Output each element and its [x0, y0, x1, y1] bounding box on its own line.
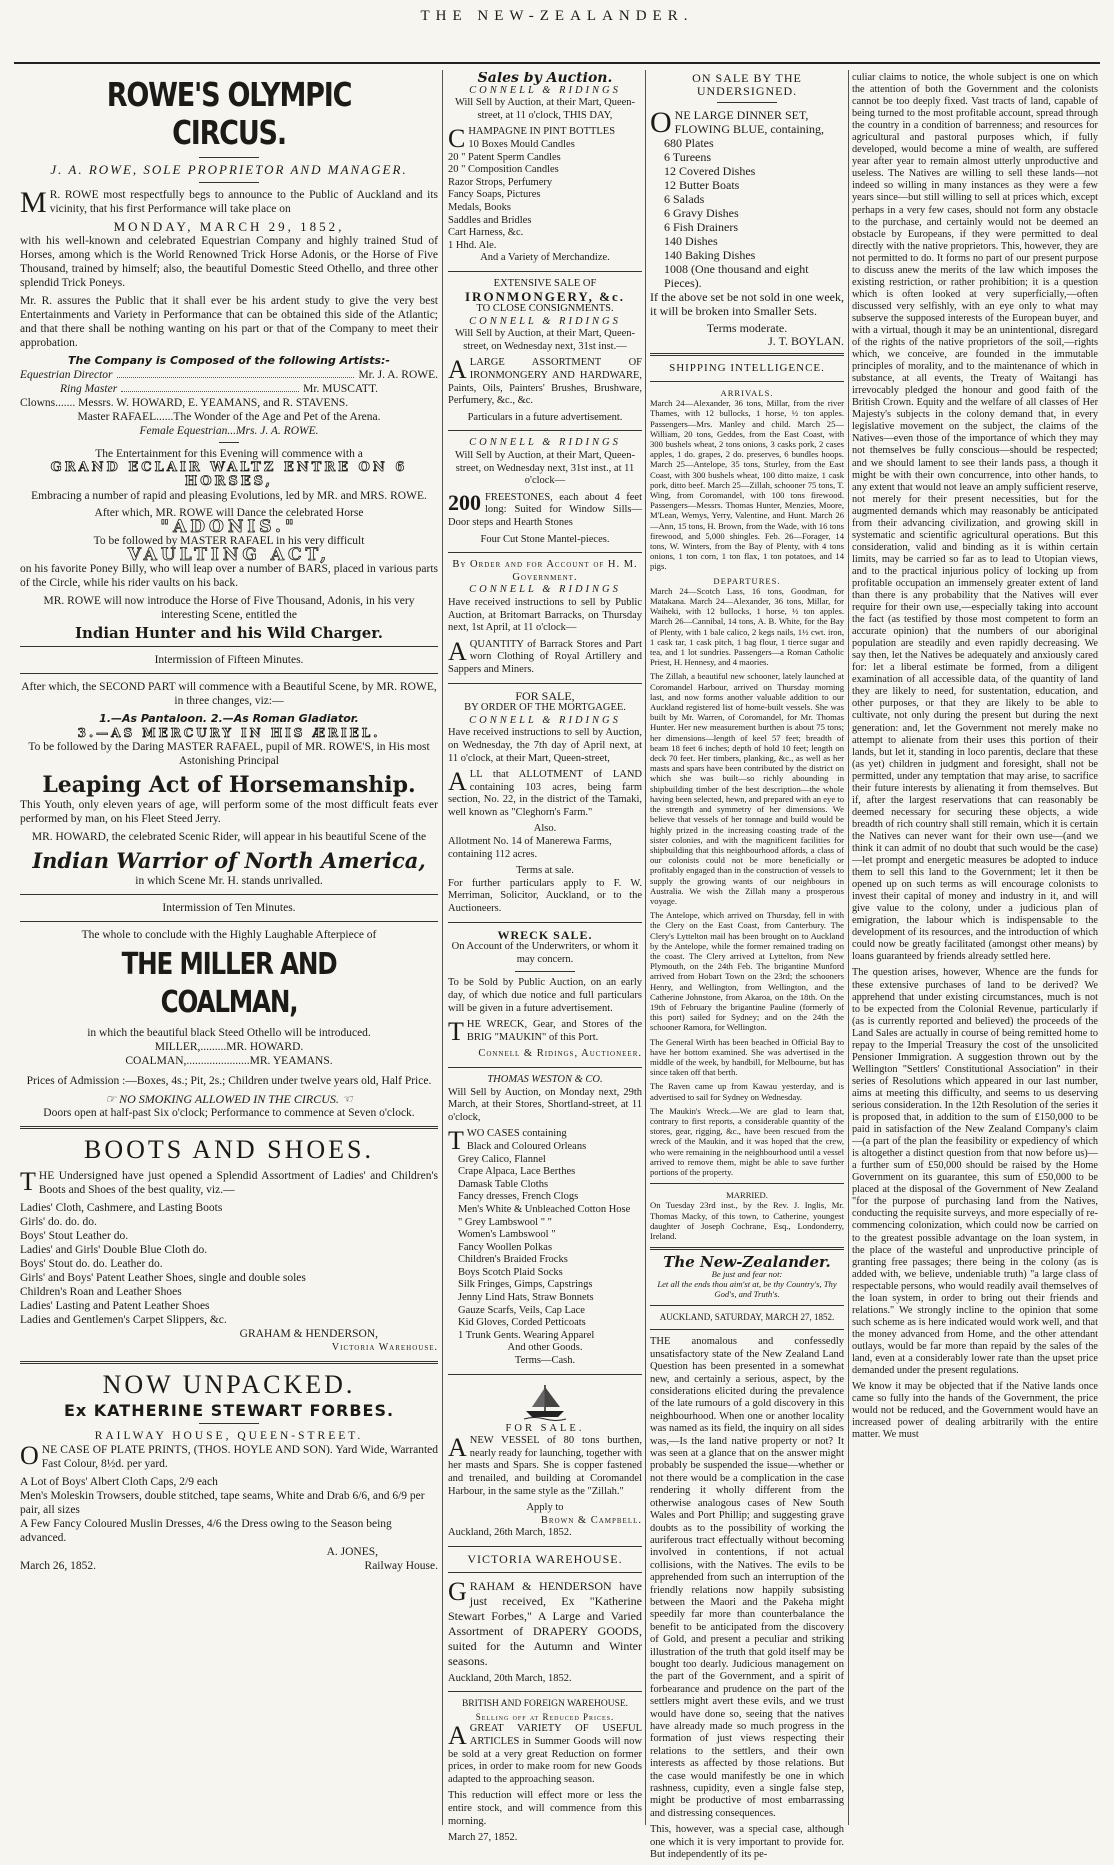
othello-line: in which the beautiful black Steed Othello will be introduced.: [87, 1027, 371, 1039]
doors-line: Doors open at half-past Six o'clock; Performance to commence at Seven o'clock.: [43, 1107, 415, 1119]
indian-hunter-title: Indian Hunter and his Wild Charger.: [74, 624, 384, 642]
rafael-line: Master RAFAEL......The Wonder of the Age and Pet of the Arena.: [77, 411, 381, 423]
list-item: Ladies and Gentlemen's Carpet Slippers, &c.: [20, 1314, 227, 1326]
list-item: Boys Scotch Plaid Socks: [458, 1266, 563, 1278]
editorial-text: THE anomalous and confessedly unsatisfactory state of the New Zealand Land Question has been presented in a somewhat new, and certainly a serious, aspect, by the considerations elicited during the prevalence of the late rumours of a gold discovery in this neighbourhood. When one or another locality was named as its field, the inquiry on all sides was,—Is the land native property or not? It was seen at a glance that on the answer might probably be suspended the issue—whether or not there would be a complication in the case rendering it wholly different from the otherwise analogous cases of New South Wales and Port Phillip; and suggesting grave doubts as to the possibility of working the auriferous tract effectually without becoming involved in contentions, if not actual collisions, with the Natives. The evils to be apprehended from such an interruption of the friendly relations now happily subsisting between the Maori and the Pakeha might speedily far more than counterbalance the benefit to be anticipated from the discovery of Gold, and present a peculiar and striking illustration of the truth that gold itself may be bought too dearly. Judicious management on the part of the Government, and a spirit of forbearance and prudence on the part of the settlers might avert these evils, and we trust would have done so, seeing that the natives have already made so much progress in the formation of just views respecting their relations to the settlers, and their own interests as affected by those relations. But the case would manifestly be one in which rashness, cupidity, even a single false step, might be productive of most embarrassing and distressing consequences.: [650, 1336, 844, 1819]
auction-text: Four Cut Stone Mantel-pieces.: [480, 533, 610, 545]
list-item: Terms—Cash.: [514, 1355, 576, 1367]
auction-text: LARGE ASSORTMENT OF IRONMONGERY AND HARDWARE, Paints, Oils, Painters' Brushes, Brushware, Perfumery, &c., &c.: [448, 357, 642, 407]
auction-text: Apply to: [526, 1502, 564, 1514]
ad-title: IRONMONGERY, &c.: [465, 288, 625, 304]
list-item: Men's White & Unbleached Cotton Hose: [458, 1203, 631, 1215]
role-row: Ring Master Mr. MUSCATT.: [60, 383, 378, 395]
auction-intro: Have received instructions to sell by Auction, on Wednesday, the 7th day of April next, at 11 o'clock, at their Mart, Queen-street,: [448, 727, 642, 764]
drop-cap: A: [448, 1721, 467, 1751]
list-item: 6 Salads: [664, 192, 705, 207]
drop-cap: O: [20, 1441, 39, 1470]
auction-text: FREESTONES, each about 4 feet long: Suited for Window Sills—Door steps and Hearth Stones: [448, 491, 642, 528]
drop-cap: C: [448, 124, 466, 154]
auctioneer-name: THOMAS WESTON & CO.: [487, 1073, 603, 1085]
list-item: HAMPAGNE IN PINT BOTTLES: [468, 126, 616, 138]
list-item: Jenny Lind Hats, Straw Bonnets: [458, 1292, 594, 1304]
unpacked-paragraph: NE CASE OF PLATE PRINTS, (THOS. HOYLE AND SON). Yard Wide, Warranted Fast Colour, 8½d. per yard.: [41, 1444, 438, 1470]
boots-title: BOOTS AND SHOES.: [84, 1135, 374, 1164]
editorial-text: culiar claims to notice, the whole subject is one on which the attention of both the Government and the colonists cannot be too deeply fixed. Vast tracts of land, capable of being turned to the most profitable account, spread through the country in a condition of barrenness; and resources for agricultural and pastoral purposes which, if fully developed, would become a mine of wealth, are suffered year after year to remain almost utterly unproductive and useless. The Natives are willing to sell these lands—not indeed so willing in many instances as they were a few years since—but still willing to sell at prices which, except perhaps in a very few cases, should not form any obstacle to the purchase, and certainly would not be deemed an obstacle by Europeans, if they were permitted to deal directly with the native proprietors. This, however, they are not permitted to do. It forms no part of our present purpose to discuss anew the merits of the law which imposes the existing restriction, or rather prohibition; it is a question which is often looked at very superficially,—often discussed very selfishly, with an eye only to what may subserve the supposed interests of the European buyer, and with a virtual, though it may be an unintentional, disregard of the rights of the native proprietors of the soil,—rights which, we conceive, are founded in the immutable principles of morality, and to the maintenance of which in substance, at all events, the Treaty of Waitangi has irrevocably pledged the honour and good faith of the British Crown. Equity and the welfare of all classes of Her Majesty's subjects in the colony demand that, in every legislative movement on the subject, the claims of the Natives—even those of the importance of which they may not themselves be fully conscious—should be respected; and we should lament to see their lands pass, a though it might be with their own concurrence, into other hands, to any extent that would not leave an amply sufficient reserve, not merely for their present necessities, but for the augmented demands which may reasonably be anticipated from their advancing civilization, and growing skill in systematic and scientific agricultural operations. But this consideration, valid and binding as it is within certain limits, may be carried so far as to lead to Utopian views, and to the practical injurious policy of locking up from profitable occupation an immensely greater extent of land than there is any probability that the Natives will ever require for their own use,—especially taking into account the fact (as testified by those most competent to form an accurate opinion) that the numbers of our aboriginal population are steadily and even rapidly decreasing. We say then, let the Natives be adequately and anxiously cared for: let a liberal estimate be formed, from a diligent examination of all accessible data, of the quantity of land they are likely to need, for sustentation, education, and other purposes, or that they are likely to be able to cultivate, not only during the present but during the next generation: and, let the Government not merely make no attempt to alienate from their uses this portion of their lands, but let it, standing in loco parentis, declare that these (as yet) children in judgment and foresight, shall not be permitted, under any temptation that may arise, to sacrifice their future interests by alienating it from themselves. But if, after the largest reservations that can reasonably be deemed necessary for securing these objects, a wide breadth of rich country shall still remain, which it is certain the Natives can never want for their own use—(and we think it can admit of no doubt that such would be the case)—let prompt and energetic measures be adopted to induce them to sell this land to the Government; let it then be opened up on such terms as will encourage colonists to invest their capital of money and industry in it, and will give value to the colony, under a judicious plan of emigration, the labour which is indispensable to the development of its resources, and the introduction of which could now be greatly facilitated (amongst other means) by loans guaranteed by friends already settled here.: [852, 72, 1098, 963]
howard-line: MR. HOWARD, the celebrated Scenic Rider, will appear in his beautiful Scene of the: [31, 831, 427, 843]
role-row: Equestrian Director Mr. J. A. ROWE.: [20, 369, 438, 381]
news-text: March 24—Scotch Lass, 16 tons, Goodman, for Matakana. March 24—Alexander, 36 tons, Millar, for Waiheki, with 12 bullocks, 1 horse, ½ ton apples. March 26—Cannibal, 14 tons, A. B. White, for the Bay of Plenty, with 1 bale calico, 2 kegs nails, 1½ cwt. iron, 1 cask tar, 1 cask pitch, 1 bag flour, 1 tierce sugar and tea, and 1 lot sundries. Passengers—a Roman Catholic Priest, H. Hennesy, and 4 maories.: [650, 585, 844, 668]
ad-text: Terms moderate.: [706, 321, 788, 336]
list-item: Fancy Woollen Polkas: [458, 1241, 553, 1253]
drop-cap: G: [448, 1576, 467, 1606]
youth-paragraph: This Youth, only eleven years of age, will perform some of the most difficult feats ever performed by man, on his Fleet Steed Jerry.: [20, 799, 438, 825]
intermission: Intermission of Fifteen Minutes.: [154, 654, 304, 666]
paper-title: The New-Zealander.: [663, 1253, 831, 1272]
drop-cap: A: [448, 355, 467, 385]
unpacked-title: NOW UNPACKED.: [102, 1370, 356, 1399]
drop-cap: T: [20, 1167, 36, 1196]
list-item: Razor Strops, Perfumery: [448, 176, 553, 188]
list-item: And a Variety of Merchandize.: [480, 252, 610, 264]
column-editorial: [852, 72, 1098, 1445]
section-heading: SHIPPING INTELLIGENCE.: [669, 362, 825, 375]
unpacked-signature: A. JONES,: [326, 1546, 378, 1558]
list-item: 680 Plates: [664, 136, 714, 151]
ad-heading: TO CLOSE CONSIGNMENTS.: [476, 303, 614, 315]
news-text: The Zillah, a beautiful new schooner, lately launched at Coromandel Harbour, arrived on Thursday morning last, and now forms another valuable addition to our Auckland registered list of home-built vessels. She was built by Mr. Warren, of Coromandel, for Mr. Thomas Hunter. Her new measurement burthen is about 75 tons; her dimensions—length of keel 57 feet; breadth of beam 18 feet 6 inches; depth of hold 10 feet; length on deck 70 feet. Her timbers, planking, &c., as well as her masts and spars have been contributed by the district on which she was built—so richly abounding in shipbuilding timber of the best description—the whole having been selected, hewn, and prepared with an eye to the strength and symmetry of her dimensions. We believe that vessels of her tonnage and build would be highly prized in the increasing coasting trade of the sister colonies, and with the magnificent facilities for shipbuilding that this neighbourhood affords, a class of our colonists could not be more beneficially or profitably engaged than in the construction of vessels to supply the growing wants of our neighbours in Australia. We wish the Zillah many a prosperous voyage.: [650, 671, 844, 906]
motto: Be just and fear not:: [711, 1268, 783, 1279]
circus-date: MONDAY, MARCH 29, 1852,: [113, 219, 345, 234]
ad-heading: EXTENSIVE SALE OF: [493, 277, 597, 289]
editorial-text: The question arises, however, Whence are the funds for these extensive purchases of land to be derived? We apprehend that under existing circumstances, much is not to be expected from the Colonial Revenue, particularly if (as is currently reported and believed) the proceeds of the Land Sales are actually in course of being remitted home to repay to the Imperial Treasury the cost of the unsolicited Pensioner Immigration. A suggestion thrown out by the Wellington "Settlers' Constitutional Association" in their series of Resolutions which appeared in our last number, aims at meeting this difficulty, and seems to us deserving serious consideration. In the 12th Resolution of the series it is proposed that, in addition to the sum of £150,000 to be paid in satisfaction of the New Zealand Company's claim—(a part of the plan the feasibility or expediency of which is altogether a distinct question from that now before us)—a further sum of £50,000 should be raised by the Home Government on its guarantee, this sum of £50,000 to be placed at the disposal of the Government of New Zealand "for the purpose of purchasing land from the Natives, conducting the requisite surveys, and more especially of re-commencing colonization, which could now be carried on to the greatest possible advantage on the loan system, in the place of the wasteful and unproductive principle of granting free passages; there being in the colony (as is added with, we believe, undeniable truth) "a large class of respectable persons, who would readily avail themselves of the loan system, in order to bring out their friends and relations." We strongly incline to the opinion that some such scheme as is here indicated would work well, and that the money advanced from Home, and the other attendant outlays, would be far more than repaid by the sales of the land, even at a considerably lower rate than the upset price demanded under the present regulations.: [852, 967, 1098, 1377]
ad-signature: J. T. BOYLAN.: [768, 333, 844, 348]
unpacked-item: A Lot of Boys' Albert Cloth Caps, 2/9 each: [20, 1476, 218, 1488]
auction-signature: Connell & Ridings, Auctioneer.: [478, 1048, 642, 1060]
list-item: And other Goods.: [507, 1342, 583, 1354]
list-item: Ladies' Cloth, Cashmere, and Lasting Boots: [20, 1202, 223, 1214]
list-item: 1 Hhd. Ale.: [448, 239, 497, 251]
list-item: Ladies' and Girls' Double Blue Cloth do.: [20, 1244, 208, 1256]
drop-cap: T: [448, 1017, 464, 1047]
freestone-count: 200: [448, 489, 481, 515]
auction-text: GREAT VARIETY OF USEFUL ARTICLES in Summer Goods will now be sold at a very great Reduction on former prices, in order to make room for new Goods adapted to the approaching season.: [448, 1723, 642, 1785]
ad-heading: BY ORDER OF THE MORTGAGEE.: [464, 702, 626, 714]
column-divider: [442, 70, 443, 1825]
list-item: Fancy Soaps, Pictures: [448, 189, 541, 201]
auctioneer-name: CONNELL & RIDINGS: [469, 714, 621, 726]
auction-text: LL that ALLOTMENT of LAND containing 103 acres, being farm section, No. 22, in the district of the Tamaki, well known as "Cleghorn's Farm.": [448, 769, 642, 818]
list-item: 6 Tureens: [664, 150, 712, 165]
after-line: After which, MR. ROWE will Dance the celebrated Horse: [94, 507, 364, 519]
auction-header: Sales by Auction.: [477, 72, 613, 86]
list-item: Children's Roan and Leather Shoes: [20, 1286, 182, 1298]
list-item: 20 " Patent Sperm Candles: [448, 151, 561, 163]
boots-intro: HE Undersigned have just opened a Splendid Assortment of Ladies' and Children's Boots and Shoes of the best quality, viz.—: [38, 1170, 438, 1196]
introduce-paragraph: MR. ROWE will now introduce the Horse of Five Thousand, Adonis, in his very interesting Scene, entitled the: [43, 595, 415, 621]
news-text: March 24—Alexander, 36 tons, Millar, from the river Thames, with 12 bullocks, 1 horse, ½ ton apples. Passengers—Mrs. Manley and child. March 25—William, 20 tons, Geddes, from the East Coast, with 300 bushels wheat, 2 tons onions, 3 casks pork, 2 cases apples, 1 do. grapes, 2 do. preserves, 6 bundles hoops. March 25—Antelope, 35 tons, Sturley, from the East Coast, with 300 bushels wheat, 100 ditto maize, 1 cask pork, ditto beef. March 25—Zillah, schooner 75 tons, T. Wing, from Coromandel, with 100 tons firewood. Passengers—Messrs. Thomas Hunter, Menzies, Moore, M'Lean, Wemys, Yerry, Valentine, and Hunt. March 26—Ann, 15 tons, H. Brown, from the Wade, with 16 tons firewood, and 5,000 shingles. Feb. 26—Forager, 14 tons, W. Winters, from the Bay of Plenty, with 4 tons onions, 1 ton corn, 1 ton flax, 1 ton potatoes, and 14 pigs.: [650, 398, 844, 572]
subheading: MARRIED.: [726, 1190, 768, 1201]
auction-text: To be Sold by Public Auction, on an early day, of which due notice and full particulars will be given in a future advertisement.: [448, 977, 642, 1014]
vaulting-title: VAULTING ACT,: [127, 545, 331, 565]
auction-intro: Have received instructions to sell by Public Auction, at Britomart Barracks, on Thursday next, 1st April, at 11 o'clock—: [448, 596, 642, 634]
followed-line: To be followed by MASTER RAFAEL in his very difficult: [93, 535, 365, 547]
editorial-text: We know it may be objected that if the Native lands once came so fully into the hands of the Government, the price would not be reduced, and the Government would have an increased power of dealing arbitrarily with the entire matter. We must: [852, 1381, 1098, 1441]
list-item: Fancy dresses, French Clogs: [458, 1191, 579, 1203]
list-item: Girls' do. do. do.: [20, 1216, 97, 1228]
list-item: Kid Gloves, Corded Petticoats: [458, 1317, 586, 1329]
auction-text: Terms at sale.: [516, 865, 574, 877]
auction-signature: Brown & Campbell.: [540, 1514, 642, 1526]
circus-proprietor: J. A. ROWE, SOLE PROPRIETOR AND MANAGER.: [50, 162, 408, 177]
auctioneer-name: CONNELL & RIDINGS: [469, 84, 621, 96]
boots-list: [20, 1201, 438, 1327]
drop-cap: A: [448, 636, 467, 666]
auction-text: NEW VESSEL of 80 tons burthen, nearly ready for launching, together with her masts and Spars. She is copper fastened and trenailed, and building at Coromandel Harbour, in the same style as the "Zillah.": [448, 1435, 642, 1497]
circus-paragraph: Mr. R. assures the Public that it shall ever be his ardent study to give the very best Entertainments and Variety in Performance that can be obtained this side of the Atlantic; and that there shall be nothing wanting on his part or that of the Company to meet their approbation.: [20, 295, 438, 349]
unpacked-item: Men's Moleskin Trowsers, double stitched, tape seams, White and Drab 6/6, and 6/9 per pair, all sizes: [20, 1490, 425, 1516]
list-item: Black and Coloured Orleans: [466, 1140, 587, 1152]
column-divider: [848, 70, 849, 1825]
auction-text: RAHAM & HENDERSON have just received, Ex "Katherine Stewart Forbes," A Large and Varied Assortment of DRAPERY GOODS, suited for the Autumn and Winter seasons.: [448, 1578, 642, 1668]
prices-line: Prices of Admission :—Boxes, 4s.; Pit, 2s.; Children under twelve years old, Half Price.: [26, 1075, 432, 1087]
leaping-title: Leaping Act of Horsemanship.: [42, 772, 416, 798]
masthead-rule: [14, 62, 1100, 64]
list-item: Cart Harness, &c.: [448, 227, 524, 239]
auction-intro: Will Sell by Auction, at their Mart, Queen-street, at 11 o'clock, THIS DAY,: [454, 97, 636, 121]
dateline: AUCKLAND, SATURDAY, MARCH 27, 1852.: [659, 1312, 835, 1323]
ad-heading: FOR SALE.: [505, 1422, 585, 1434]
news-text: The Maukin's Wreck.—We are glad to learn that, contrary to first reports, a considerable quantity of the stores, gear, rigging, &c., have been rescued from the wreck of the Maukin, and it was hoped that the crew, who were remaining in the neighbourhood until a vessel arrived to remove them, might be able to save further portions of the property.: [650, 1105, 844, 1177]
female-line: Female Equestrian...Mrs. J. A. ROWE.: [139, 425, 319, 437]
ship-icon: [522, 1381, 568, 1421]
list-item: WO CASES containing: [466, 1128, 567, 1140]
list-item: Crape Alpaca, Lace Berthes: [458, 1166, 576, 1178]
no-smoking: ☞ NO SMOKING ALLOWED IN THE CIRCUS. ☜: [105, 1092, 353, 1106]
auctioneer-name: CONNELL & RIDINGS: [469, 437, 621, 449]
list-item: Ladies' Lasting and Patent Leather Shoes: [20, 1300, 210, 1312]
list-item: 140 Baking Dishes: [664, 248, 756, 263]
ad-heading: Selling off at Reduced Prices.: [475, 1711, 615, 1722]
list-item: 6 Fish Drainers: [664, 220, 738, 235]
boots-signature-place: Victoria Warehouse.: [331, 1342, 438, 1353]
drop-cap: T: [448, 1126, 464, 1156]
embracing-line: Embracing a number of rapid and pleasing Evolutions, led by MR. and MRS. ROWE.: [31, 490, 427, 502]
ad-date: March 27, 1852.: [448, 1832, 518, 1844]
column-auctions: [448, 72, 642, 1845]
unpacked-footer: March 26, 1852. Railway House.: [20, 1560, 438, 1572]
daring-line: To be followed by the Daring MASTER RAFAEL, pupil of MR. ROWE'S, in His most Astonishing Principal: [28, 741, 430, 767]
list-item: Women's Lambswool ": [458, 1229, 556, 1241]
entertainment-line: The Entertainment for this Evening will commence with a: [95, 448, 363, 460]
list-item: " Grey Lambswool " ": [458, 1216, 552, 1228]
list-item: 12 Covered Dishes: [664, 164, 756, 179]
list-item: Saddles and Bridles: [448, 214, 532, 226]
auction-text: Allotment No. 14 of Manerewa Farms, containing 112 acres.: [448, 836, 612, 860]
list-item: Girls' and Boys' Patent Leather Shoes, single and double soles: [20, 1272, 306, 1284]
ad-date: Auckland, 26th March, 1852.: [448, 1527, 572, 1539]
list-item: 140 Dishes: [664, 234, 718, 249]
list-item: Silk Fringes, Gimps, Capstrings: [458, 1279, 593, 1291]
ad-heading: VICTORIA WAREHOUSE.: [467, 1551, 623, 1566]
drop-cap: M: [20, 186, 47, 219]
ad-heading: By Order and for Account of H. M. Government.: [452, 559, 638, 583]
masthead: THE NEW-ZEALANDER.: [420, 8, 694, 24]
ad-date: Auckland, 20th March, 1852.: [448, 1672, 572, 1684]
changes-line: 1.—As Pantaloon. 2.—As Roman Gladiator.: [99, 712, 359, 725]
miller-title: THE MILLER AND COALMAN,: [121, 947, 337, 1020]
list-item: Gauze Scarfs, Veils, Cap Lace: [458, 1304, 585, 1316]
column-circus-ads: [20, 72, 438, 1573]
list-item: 10 Boxes Mould Candles: [468, 138, 575, 150]
company-heading: The Company is Composed of the following Artists:-: [68, 354, 390, 367]
column-divider: [645, 70, 646, 1825]
list-item: Medals, Books: [448, 201, 511, 213]
warrior-title: Indian Warrior of North America,: [32, 848, 426, 873]
news-text: The Raven came up from Kawau yesterday, and is advertised to sail for Sydney on Wednesday.: [650, 1081, 844, 1102]
auctioneer-name: CONNELL & RIDINGS: [469, 315, 621, 327]
grand-eclair: GRAND ECLAIR WALTZ ENTRE ON 6 HORSES,: [50, 460, 408, 489]
ad-heading: FOR SALE,: [515, 688, 575, 703]
cast-line: COALMAN,......................MR. YEAMANS.: [125, 1055, 333, 1067]
subheading: DEPARTURES.: [713, 575, 781, 586]
ad-heading: ON SALE BY THE UNDERSIGNED.: [692, 72, 802, 98]
auctioneer-name: CONNELL & RIDINGS: [469, 584, 621, 596]
unpacked-address: RAILWAY HOUSE, QUEEN-STREET.: [94, 1430, 364, 1442]
auction-intro: Will Sell by Auction, at their Mart, Queen-street, on Wednesday next, 31st inst., at 11 o'clock—: [454, 450, 636, 487]
circus-intro: R. ROWE most respectfully begs to announce to the Public of Auckland and its vicinity, that his first Performance will take place on: [49, 189, 438, 215]
ad-title: WRECK SALE.: [497, 927, 593, 942]
motto: Let all the ends thou aim'st at, be thy Country's, Thy God's, and Truth's.: [657, 1279, 837, 1300]
subheading: ARRIVALS.: [720, 387, 774, 398]
drop-cap: A: [448, 1433, 467, 1463]
auction-text: HE WRECK, Gear, and Stores of the BRIG "MAUKIN" of this Port.: [466, 1019, 642, 1043]
list-item: 1 Trunk Gents. Wearing Apparel: [458, 1329, 595, 1341]
intermission: Intermission of Ten Minutes.: [162, 902, 296, 914]
list-item: 1008 (One thousand and eight Pieces).: [664, 262, 809, 291]
list-item: Children's Braided Frocks: [458, 1254, 568, 1266]
auction-text: On Account of the Underwriters, or whom it may concern.: [451, 941, 639, 965]
drop-cap: A: [448, 767, 467, 797]
boots-signature: GRAHAM & HENDERSON,: [239, 1328, 378, 1340]
news-text: The Antelope, which arrived on Thursday, fell in with the Clery on the East Coast, from Canterbury. The Clery's Lyttelton mail has been brought on to Auckland by the Antelope, while the former remained trading on the coast. The Clery arrived at Lyttelton, from New Plymouth, on the 24th Feb. The brigantine Munford arrived from Hobart Town on the 23rd; the schooners Henry, and Wellington, from Wellington, and the Catherine Johnstone, from Akaroa, on the 18th. On the 19th of February the brigantine Pauline (formerly of this port) sailed for Sydney; and on the 24th the schooner Ramora, for Wellington.: [650, 910, 844, 1033]
conclude-line: The whole to conclude with the Highly Laughable Afterpiece of: [81, 929, 377, 941]
list-item: Boys' Stout Leather do.: [20, 1230, 129, 1242]
second-part: After which, the SECOND PART will commence with a Beautiful Scene, by MR. ROWE, in three changes, viz:—: [21, 681, 437, 707]
auction-text: QUANTITY of Barrack Stores and Part worn Clothing of Royal Artillery and Sappers and Miners.: [448, 638, 642, 675]
auction-text: Also.: [533, 823, 557, 835]
ad-heading: BRITISH AND FOREIGN WAREHOUSE.: [461, 1699, 629, 1710]
billy-paragraph: on his favorite Poney Billy, who will leap over a number of BARS, placed in various parts of the Circle, while his rider vaults on his back.: [20, 563, 438, 589]
auction-text: For further particulars apply to F. W. Merriman, Solicitor, Auckland, or to the Auctioneers.: [448, 877, 642, 915]
ad-text: If the above set be not sold in one week, it will be broken into Smaller Sets.: [650, 290, 844, 319]
auction-intro: Will Sell by Auction, at their Mart, Queen-street, on Wednesday next, 31st inst.—: [454, 328, 636, 352]
news-text: The General Wirth has been beached in Official Bay to have her bottom examined. She was advertised in the middle of the week, by handbill, for Melbourne, but has since taken off that berth.: [650, 1036, 844, 1078]
circus-title: ROWE'S OLYMPIC CIRCUS.: [106, 75, 352, 152]
clowns-line: Clowns....... Messrs. W. HOWARD, E. YEAMANS, and R. STAVENS.: [20, 397, 349, 409]
column-news: [650, 72, 844, 1865]
auction-text: This reduction will effect more or less the entire stock, and will commence from this morning.: [448, 1790, 642, 1827]
adonis-title: "ADONIS.": [160, 517, 298, 537]
auction-text: Particulars in a future advertisement.: [467, 411, 623, 423]
editorial-text: This, however, was a special case, although one which it is very important to provide for. But independently of its pe-: [650, 1824, 844, 1861]
drop-cap: O: [650, 106, 672, 140]
circus-paragraph: with his well-known and celebrated Equestrian Company and highly trained Stud of Horses, among which is the World Renowned Trick Horse Adonis, or the Horse of Five Thousand, trained by himself; also, the beautiful Domestic Steed Othello, and three other splendid Trick Poneys.: [20, 235, 438, 289]
mercury-line: 3.—AS MERCURY IN HIS ÆRIEL.: [77, 726, 381, 740]
unpacked-item: A Few Fancy Coloured Muslin Dresses, 4/6 the Dress owing to the Season being advanced.: [20, 1518, 392, 1544]
unrivalled-line: in which Scene Mr. H. stands unrivalled.: [135, 875, 323, 887]
list-item: 20 " Composition Candles: [448, 164, 559, 176]
dinner-set-lead: NE LARGE DINNER SET, FLOWING BLUE, containing,: [674, 108, 824, 137]
list-item: Grey Calico, Flannel: [458, 1153, 546, 1165]
list-item: 6 Gravy Dishes: [664, 206, 739, 221]
list-item: 12 Butter Boats: [664, 178, 740, 193]
list-item: Damask Table Cloths: [458, 1178, 549, 1190]
list-item: Boys' Stout do. do. Leather do.: [20, 1258, 163, 1270]
news-text: On Tuesday 23rd inst., by the Rev. J. Inglis, Mr. Thomas Macky, of this town, to Catherine, youngest daughter of Joseph Cochrane, Esq., Londonderry, Ireland.: [650, 1200, 844, 1242]
cast-line: MILLER,.........MR. HOWARD.: [154, 1041, 304, 1053]
auction-intro: Will Sell by Auction, on Monday next, 29th March, at their Stores, Shortland-street, at 11 o'clock,: [448, 1086, 642, 1123]
unpacked-ship: Ex KATHERINE STEWART FORBES.: [63, 1401, 395, 1420]
